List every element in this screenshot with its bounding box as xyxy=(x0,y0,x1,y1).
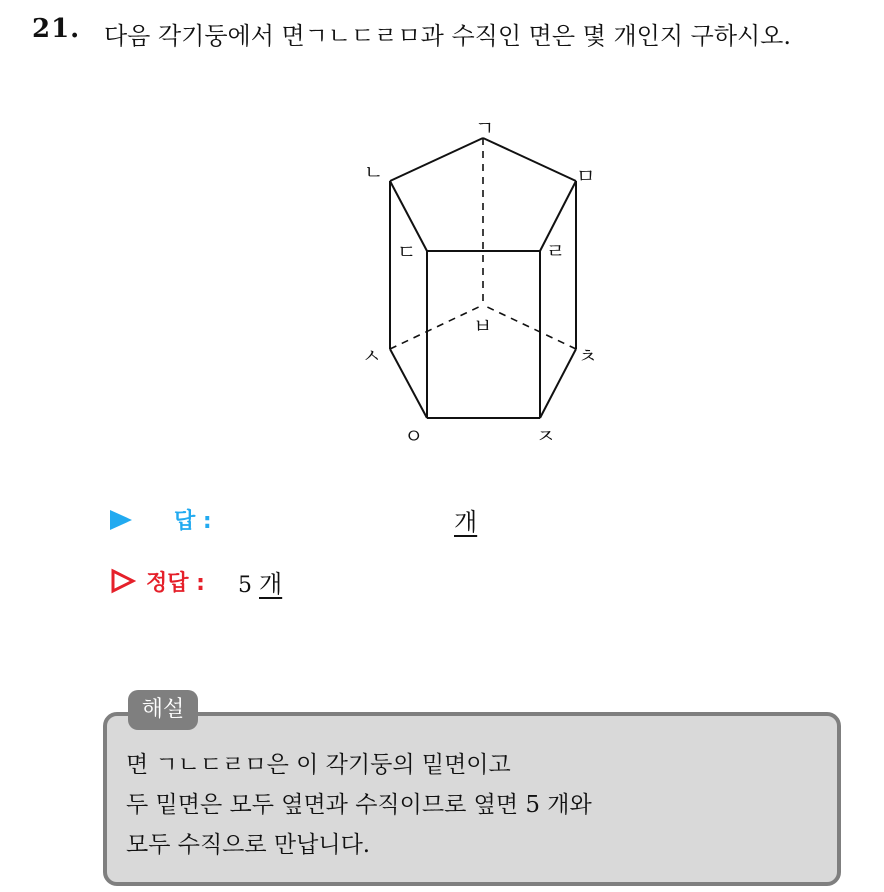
edge-ch-j xyxy=(540,349,576,418)
explanation-line: 면 ㄱㄴㄷㄹㅁ은 이 각기둥의 밑면이고 xyxy=(126,752,511,778)
vertex-label-m: ㅁ xyxy=(576,164,596,188)
solution-label: 정답 : xyxy=(146,571,205,596)
vertex-label-n: ㄴ xyxy=(364,160,384,184)
question-text: 다음 각기둥에서 면ㄱㄴㄷㄹㅁ과 수직인 면은 몇 개인지 구하시오. xyxy=(104,22,791,50)
edge-g-m xyxy=(483,138,576,181)
vertex-label-d: ㄷ xyxy=(397,240,417,264)
solution-row xyxy=(110,562,610,602)
vertex-label-o: ㅇ xyxy=(404,424,424,448)
vertex-label-b: ㅂ xyxy=(473,314,493,338)
vertex-label-r: ㄹ xyxy=(546,239,566,263)
edge-s-o xyxy=(390,349,427,418)
pentagonal-prism-diagram xyxy=(340,105,620,455)
solution-value: 5 xyxy=(238,573,252,598)
outline-arrow-icon xyxy=(110,568,136,594)
edge-g-n xyxy=(390,138,483,181)
edge-ch-b-hidden xyxy=(483,305,576,349)
vertex-label-j: ㅈ xyxy=(536,424,556,448)
play-arrow-icon xyxy=(110,510,132,530)
solution-unit: 개 xyxy=(259,570,283,598)
vertex-label-ch: ㅊ xyxy=(578,344,598,368)
solution-answer xyxy=(238,564,282,599)
question-number: 21. xyxy=(32,14,81,44)
prism-figure xyxy=(340,105,620,455)
answer-unit: 개 xyxy=(454,508,478,536)
edge-s-b-hidden xyxy=(390,305,483,349)
vertex-label-s: ㅅ xyxy=(362,344,382,368)
explanation-line: 모두 수직으로 만납니다. xyxy=(126,832,371,858)
answer-label: 답 : xyxy=(174,509,212,534)
explanation-tag: 해설 xyxy=(128,690,198,730)
explanation-text xyxy=(126,745,592,865)
explanation-line: 두 밑면은 모두 옆면과 수직이므로 옆면 5 개와 xyxy=(126,792,592,818)
answer-row xyxy=(110,500,610,540)
vertex-label-g: ㄱ xyxy=(475,116,495,140)
